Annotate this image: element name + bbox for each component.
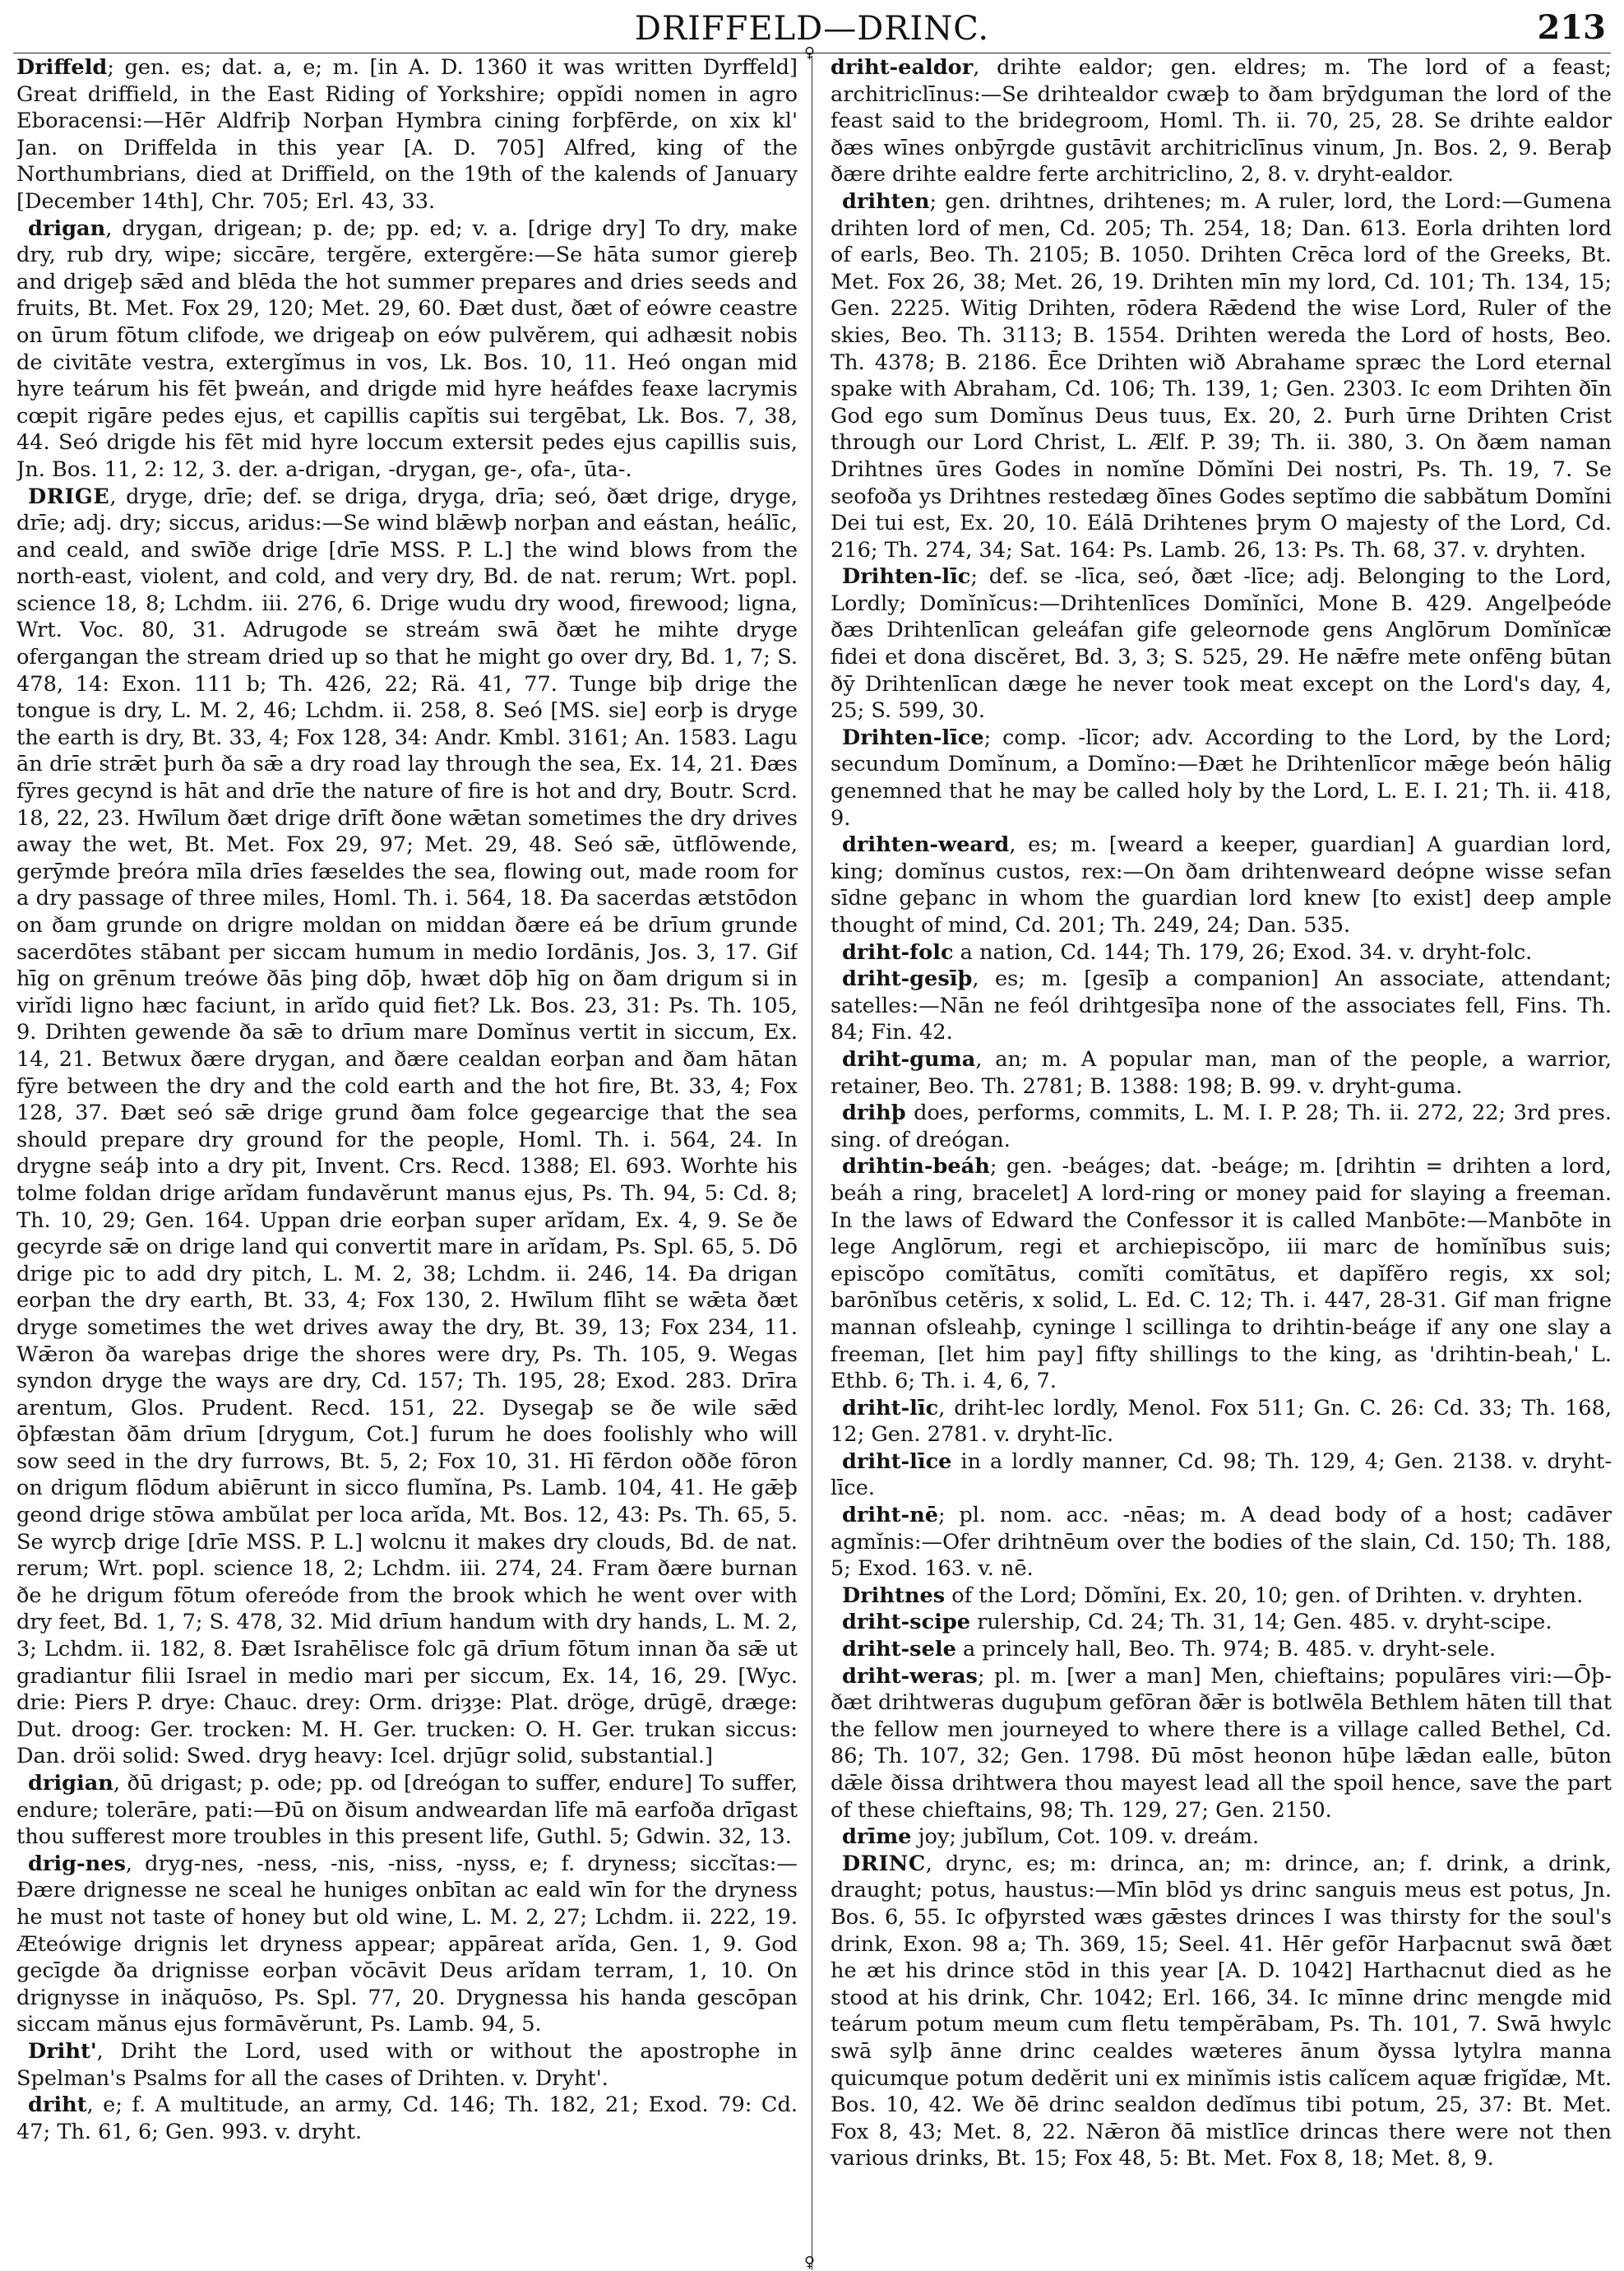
running-head: DRIFFELD—DRINC. — [634, 10, 990, 48]
right-column — [831, 54, 1612, 2259]
entry-headword: driht-gesīþ — [842, 966, 973, 992]
dictionary-entry — [831, 1636, 1612, 1663]
dictionary-entry — [831, 1046, 1612, 1100]
entry-headword: driht-sele — [842, 1637, 956, 1662]
dictionary-entry — [831, 939, 1612, 966]
entry-text: , driht-lec lordly, Menol. Fox 511; Gn. C. 26: Cd. 33; Th. 168, 12; Gen. 2781. v. dryht-līc. — [831, 1395, 1612, 1448]
entry-headword: Driht' — [28, 2038, 97, 2064]
entry-text: ; gen. es; dat. a, e; m. [in A. D. 1360 it was written Dyrffeld] Great driffield, in the East Riding of Yorkshire; oppĭdi nomen in agro Eboracensi:—Hēr Aldfriþ Norþan Hymbra cining forþfērde, on xix kl' Jan. on Driffelda in this year [A. D. 705] Alfred, king of the Northumbrians, died at Driffield, on the 19th of the kalends of January [December 14th], Chr. 705; Erl. 43, 33. — [16, 55, 798, 214]
dictionary-entry — [831, 54, 1612, 188]
dictionary-entry — [831, 725, 1612, 832]
dictionary-entry — [831, 1448, 1612, 1502]
dictionary-entry — [831, 1153, 1612, 1394]
dictionary-entry — [831, 1395, 1612, 1448]
left-column — [16, 54, 798, 2259]
entry-headword: driht-ealdor — [831, 55, 974, 80]
dictionary-entry — [16, 1770, 798, 1851]
dictionary-entry — [831, 1609, 1612, 1636]
entry-text: of the Lord; Dŏmĭni, Ex. 20, 10; gen. of Drihten. v. dryhten. — [945, 1583, 1584, 1608]
entry-headword: driht-folc — [842, 939, 954, 965]
entry-text: a nation, Cd. 144; Th. 179, 26; Exod. 34. v. dryht-folc. — [953, 939, 1533, 965]
entry-headword: DRINC — [842, 1851, 926, 1876]
dictionary-entry — [16, 484, 798, 1771]
dictionary-entry — [831, 1824, 1612, 1851]
entry-headword: drihten — [842, 188, 930, 214]
page-number: 213 — [1537, 8, 1606, 47]
entry-text: ; gen. -beáges; dat. -beáge; m. [drihtin = drihten a lord, beáh a ring, bracelet] A lord-ring or money paid for slaying a freeman. In the laws of Edward the Confessor it is called Manbōte:—Manbōte in lege Anglōrum, regi et archiepiscŏpo, iii marc de homĭnĭbus suis; episcŏpo comĭtātus, comĭti comĭtātus, et dapĭfĕro regis, xx sol; barōnĭbus cetĕris, x solid, L. Ed. C. 12; Th. i. 447, 28-31. Gif man frigne mannan ofsleahþ, cyninge l scillinga to drihtin-beáge if any one slay a freeman, [let him pay] fifty shillings to the king, as 'drihtin-beah,' L. Ethb. 6; Th. i. 4, 6, 7. — [831, 1154, 1612, 1394]
entry-text: ; gen. drihtnes, drihtenes; m. A ruler, lord, the Lord:—Gumena drihten lord of men, Cd. 205; Th. 254, 18; Dan. 613. Eorla drihten lord of earls, Beo. Th. 2105; B. 1050. Drihten Crēca lord of the Greeks, Bt. Met. Fox 26, 38; Met. 26, 19. Drihten mīn my lord, Cd. 101; Th. 134, 15; Gen. 2225. Witig Drihten, rōdera Rǣdend the wise Lord, Ruler of the skies, Beo. Th. 3113; B. 1554. Drihten wereda the Lord of hosts, Beo. Th. 4378; B. 2186. Ēce Drihten wið Abrahame spræc the Lord eternal spake with Abraham, Cd. 106; Th. 139, 1; Gen. 2303. Ic eom Drihten ðīn God ego sum Domĭnus Deus tuus, Ex. 20, 2. Þurh ūrne Drihten Crist through our Lord Christ, L. Ælf. P. 39; Th. ii. 380, 3. On ðæm naman Drihtnes ūres Godes in nomĭne Dŏmĭni Dei nostri, Ps. Th. 19, 7. Se seofoða ys Drihtnes restedæg ðīnes Godes septĭmo die sabbătum Domĭni Dei tui est, Ex. 20, 10. Eálā Drihtenes þrym O majesty of the Lord, Cd. 216; Th. 274, 34; Sat. 164: Ps. Lamb. 26, 13: Ps. Th. 68, 37. v. dryhten. — [831, 188, 1612, 563]
entry-text: , drygan, drigean; p. de; pp. ed; v. a. [drige dry] To dry, make dry, rub dry, wipe; siccāre, tergĕre, extergĕre:—Se hāta sumor giereþ and drigeþ sǣd and blēda the hot summer prepares and dries seeds and fruits, Bt. Met. Fox 29, 120; Met. 29, 60. Ðæt dust, ðæt of eówre ceastre on ūrum fōtum clifode, we drigeaþ on eów pulvĕrem, qui adhæsit nobis de civitāte vestra, extergĭmus in vos, Lk. Bos. 10, 11. Heó ongan mid hyre teárum his fēt þweán, and drigde mid hyre heáfdes feaxe lacrymis cœpit rigāre pedes ejus, et capillis capĭtis sui tergēbat, Lk. Bos. 7, 38, 44. Seó drigde his fēt mid hyre loccum extersit pedes ejus capillis suis, Jn. Bos. 11, 2: 12, 3. der. a-drigan, -drygan, ge-, ofa-, ūta-. — [16, 216, 798, 482]
dictionary-entry — [831, 832, 1612, 939]
entry-headword: drigian — [28, 1771, 113, 1796]
entry-text: , e; f. A multitude, an army, Cd. 146; Th. 182, 21; Exod. 79: Cd. 47; Th. 61, 6; Gen. 993. v. dryht. — [16, 2093, 798, 2144]
entry-text: , drync, es; m: drinca, an; m: drince, an; f. drink, a drink, draught; potus, haustus:—Mīn blōd ys drinc sanguis meus est potus, Jn. Bos. 6, 55. Ic ofþyrsted wæs gǣstes drinces I was thirsty for the soul's drink, Exon. 98 a; Th. 369, 15; Seel. 41. Hēr gefōr Harþacnut swā ðæt he æt his drince stōd in this year [A. D. 1042] Harthacnut died as he stood at his drink, Chr. 1042; Erl. 166, 34. Ic mīnne drinc mengde mid teárum potum meum cum fletu tempĕrābam, Ps. Th. 101, 7. Swā hwylc swā sylþ ānne drinc cealdes wæteres ānum ðyssa lytylra manna quicumque potum dedĕrit uni ex minĭmis istis calĭcem aquæ frigĭdæ, Mt. Bos. 10, 42. We ðē drinc sealdon dedĭmus tibi potum, 25, 37: Bt. Met. Fox 8, 43; Met. 8, 22. Nǣron ðā mistlīce drincas there were not then various drinks, Bt. 15; Fox 48, 5: Bt. Met. Fox 8, 18; Met. 8, 9. — [831, 1851, 1612, 2171]
entry-headword: drihþ — [842, 1101, 906, 1126]
entry-text: ; pl. m. [wer a man] Men, chieftains; populāres viri:—Ōþ-ðæt drihtweras duguþum gefōran ðǣr is botlwēla Bethlem hāten till that the fellow men journeyed to where there is a village called Bethel, Cd. 86; Th. 107, 32; Gen. 1798. Ðū mōst heonon hūþe lǣdan ealle, būton dǣle ðissa drihtwera thou mayest lead all the spoil hence, save the part of these chieftains, 98; Th. 129, 27; Gen. 2150. — [831, 1663, 1612, 1823]
dictionary-entry — [831, 1663, 1612, 1824]
entry-text: , an; m. A popular man, man of the people, a warrior, retainer, Beo. Th. 2781; B. 1388: 198; B. 99. v. dryht-guma. — [831, 1046, 1612, 1099]
entry-text: in a lordly manner, Cd. 98; Th. 129, 4; Gen. 2138. v. dryht-līce. — [831, 1448, 1612, 1501]
entry-headword: driht-līce — [842, 1448, 952, 1474]
entry-text: a princely hall, Beo. Th. 974; B. 485. v. dryht-sele. — [955, 1637, 1497, 1662]
dictionary-entry — [16, 1851, 798, 2038]
page-header — [0, 5, 1624, 49]
dictionary-entry — [16, 216, 798, 484]
entry-headword: driht-guma — [842, 1046, 976, 1072]
entry-text: does, performs, commits, L. M. I. P. 28; Th. ii. 272, 22; 3rd pres. sing. of dreógan. — [831, 1101, 1612, 1152]
entry-headword: drīme — [842, 1824, 912, 1850]
entry-headword: Drihtnes — [842, 1583, 946, 1608]
dictionary-entry — [831, 563, 1612, 725]
entry-headword: Driffeld — [16, 55, 108, 80]
entry-headword: drig-nes — [28, 1851, 126, 1876]
entry-text: ; def. se -līca, seó, ðæt -līce; adj. Belonging to the Lord, Lordly; Domĭnĭcus:—Drihtenlīces Domĭnĭci, Mone B. 429. Angelþeóde ðæs Drihtenlīcan geleáfan gife geleornode gens Anglōrum Domĭnĭcæ fidei et dona discĕret, Bd. 3, 3; S. 525, 29. He nǣfre mete onfēng būtan ðȳ Drihtenlīcan dæge he never took meat except on the Lord's day, 4, 25; S. 599, 30. — [831, 564, 1612, 724]
entry-text: ; comp. -līcor; adv. According to the Lord, by the Lord; secundum Domĭnum, a Domĭno:—Ðæt he Drihtenlīcor mǣge beón hālig genemned that he may be called holy by the Lord, L. E. I. 21; Th. ii. 418, 9. — [831, 725, 1612, 831]
entry-headword: Drihten-līce — [842, 725, 984, 750]
dictionary-entry — [16, 2038, 798, 2092]
entry-headword: drigan — [28, 216, 106, 241]
entry-text: , drihte ealdor; gen. eldres; m. The lord of a feast; architriclīnus:—Se drihtealdor cwæþ to ðam brȳdguman the lord of the feast said to the bridegroom, Homl. Th. ii. 70, 25, 28. Se drihte ealdor ðæs wīnes onbȳrgde gustāvit architriclīnus vinum, Jn. Bos. 2, 9. Beraþ ðære drihte ealdre ferte architriclino, 2, 8. v. dryht-ealdor. — [831, 55, 1612, 188]
entry-text: ; pl. nom. acc. -nēas; m. A dead body of a host; cadāver agmĭnis:—Ofer drihtnēum over the bodies of the slain, Cd. 150; Th. 188, 5; Exod. 163. v. nē. — [831, 1503, 1612, 1582]
dictionary-entry — [831, 1851, 1612, 2172]
dictionary-entry — [831, 1100, 1612, 1153]
entry-headword: DRIGE — [28, 484, 110, 509]
entry-headword: Drihten-līc — [842, 564, 971, 590]
entry-text: , dryge, drīe; def. se driga, dryga, drīa; seó, ðæt drige, dryge, drīe; adj. dry; siccus, aridus:—Se wind blǣwþ norþan and eástan, heálīc, and ceald, and swīðe drige [drīe MSS. P. L.] the wind blows from the north-east, violent, and cold, and very dry, Bd. de nat. rerum; Wrt. popl. science 18, 8; Lchdm. iii. 276, 6. Drige wudu dry wood, firewood; ligna, Wrt. Voc. 80, 31. Adrugode se streám swā ðæt he mihte dryge ofergangan the stream dried up so that he might go over dry, Bd. 1, 7; S. 478, 14: Exon. 111 b; Th. 426, 22; Rä. 41, 77. Tunge biþ drige the tongue is dry, L. M. 2, 46; Lchdm. ii. 258, 8. Seó [MS. sie] eorþ is dryge the earth is dry, Bt. 33, 4; Fox 128, 34: Andr. Kmbl. 3161; An. 1583. Lagu ān drīe strǣt þurh ða sǣ a dry road lay through the sea, Ex. 14, 21. Ðæs fȳres gecynd is hāt and drīe the nature of fire is hot and dry, Boutr. Scrd. 18, 22, 23. Hwīlum ðæt drige drīft ðone wǣtan sometimes the dry drives away the wet, Bt. Met. Fox 29, 97; Met. 29, 48. Seó sǣ, ūtflōwende, gerȳmde þreóra mīla drīes fæseldes the sea, flowing out, made room for a dry passage of three miles, Homl. Th. i. 564, 18. Ða sacerdas ætstōdon on ðam grunde on drigre moldan on middan ðære eá be drīum grunde sacerdōtes stābant per siccam humum in medio Iordānis, Jos. 3, 17. Gif hīg on grēnum treówe ðās þing dōþ, hwæt dōþ hīg on ðam drigum si in virĭdi ligno hæc faciunt, in arĭdo quid fiet? Lk. Bos. 23, 31: Ps. Th. 105, 9. Drihten gewende ða sǣ to drīum mare Domĭnus vertit in siccum, Ex. 14, 21. Betwux ðære drygan, and ðære cealdan eorþan and ðam hātan fȳre between the dry and the cold earth and the hot fire, Bt. 33, 4; Fox 128, 37. Ðæt seó sǣ drige grund ðam folce gegearcige that the sea should prepare dry ground for the people, Homl. Th. i. 564, 24. In drygne seáþ into a dry pit, Invent. Crs. Recd. 1388; El. 693. Worhte his tolme foldan drige arĭdam fundavĕrunt manus ejus, Ps. Th. 94, 5: Cd. 8; Th. 10, 29; Gen. 164. Uppan drie eorþan super arĭdam, Ex. 4, 9. Se ðe gecyrde sǣ on drige land qui convertit mare in arĭdam, Ps. Spl. 65, 5. Dō drige pic to add dry pitch, L. M. 2, 38; Lchdm. ii. 246, 14. Ða drigan eorþan the dry earth, Bt. 33, 4; Fox 130, 2. Hwīlum flīht se wǣta ðæt dryge sometimes the wet drives away the dry, Bt. 39, 13; Fox 234, 11. Wǣron ða wareþas drige the shores were dry, Ps. Th. 105, 9. Wegas syndon dryge the ways are dry, Cd. 157; Th. 195, 28; Exod. 283. Drīra arentum, Glos. Prudent. Recd. 151, 22. Dysegaþ se ðe wile sǣd ōþfæstan ðām drīum [drygum, Cot.] furum he does foolishly who will sow seed in the dry furrows, Bt. 5, 2; Fox 10, 31. Hī fērdon oððe fōron on drigum flōdum abiērunt in sicco flumĭna, Ps. Lamb. 104, 41. He gǣþ geond drige stōwa ambŭlat per loca arĭda, Mt. Bos. 12, 43: Ps. Th. 65, 5. Se wyrcþ drige [drīe MSS. P. L.] wolcnu it makes dry clouds, Bd. de nat. rerum; Wrt. popl. science 18, 2; Lchdm. iii. 274, 24. Fram ðære burnan ðe he drigum fōtum ofereóde from the brook which he went over with dry feet, Bd. 1, 7; S. 478, 32. Mid drīum handum with dry hands, L. M. 2, 3; Lchdm. ii. 182, 8. Ðæt Israhēlisce folc gā drīum fōtum innan ða sǣ ut gradiantur filii Israel in medio mari per siccum, Ex. 14, 16, 29. [Wyc. drie: Piers P. drye: Chauc. drey: Orm. driȝȝe: Plat. dröge, drūgē, dræge: Dut. droog: Ger. trocken: M. H. Ger. trucken: O. H. Ger. trukan siccus: Dan. dröi solid: Swed. dryg heavy: Icel. drjūgr solid, substantial.] — [16, 484, 798, 1769]
dictionary-entry — [831, 188, 1612, 563]
entry-headword: driht-weras — [842, 1663, 978, 1689]
entry-headword: drihten-weard — [842, 832, 1010, 858]
entry-headword: driht-scipe — [842, 1610, 971, 1635]
entry-text: joy; jubĭlum, Cot. 109. v. dreám. — [911, 1824, 1260, 1850]
entry-text: , es; m. [weard a keeper, guardian] A guardian lord, king; domĭnus custos, rex:—On ðam drihtenweard deópne wisse sefan sīdne geþanc in whom the guardian lord knew [to exist] deep ample thought of mind, Cd. 201; Th. 249, 24; Dan. 535. — [831, 832, 1612, 938]
entry-headword: driht — [28, 2093, 87, 2118]
dictionary-entry — [831, 966, 1612, 1046]
dictionary-entry — [831, 1583, 1612, 1610]
entry-text: , dryg-nes, -ness, -nis, -niss, -nyss, e; f. dryness; siccĭtas:—Ðære drignesse ne sceal he huniges onbītan ac eald wīn for the dryness he must not taste of honey but old wine, L. M. 2, 27; Lchdm. ii. 222, 19. Æteówige drignis let dryness appear; appāreat arĭda, Gen. 1, 9. God gecīgde ða drignisse eorþan vŏcāvit Deus arĭdam terram, 1, 10. On drignysse in inăquōso, Ps. Spl. 77, 20. Drygnessa his handa gescōpan siccam mănus ejus formāvĕrunt, Ps. Lamb. 94, 5. — [16, 1851, 798, 2037]
entry-headword: driht-nē — [842, 1503, 939, 1528]
divider-ornament-bottom: ♀ — [804, 2254, 816, 2271]
entry-text: rulership, Cd. 24; Th. 31, 14; Gen. 485. v. dryht-scipe. — [970, 1610, 1552, 1635]
entry-text: , ðū drigast; p. ode; pp. od [dreógan to suffer, endure] To suffer, endure; tolerāre, pati:—Ðū on ðisum andweardan līfe mā earfoða drīgast thou sufferest more troubles in this present life, Guthl. 5; Gdwin. 32, 13. — [16, 1771, 798, 1850]
dictionary-entry — [16, 2092, 798, 2145]
entry-headword: drihtin-beáh — [842, 1154, 990, 1180]
entry-text: , es; m. [gesīþ a companion] An associate, attendant; satelles:—Nān ne feól drihtgesīþa none of the associates fell, Fins. Th. 84; Fin. 42. — [831, 966, 1612, 1045]
divider-ornament-top: ♀ — [804, 44, 816, 62]
dictionary-entry — [16, 54, 798, 216]
entry-text: , Driht the Lord, used with or without the apostrophe in Spelman's Psalms for all the cases of Drihten. v. Dryht'. — [16, 2038, 798, 2091]
entry-headword: driht-līc — [842, 1395, 939, 1421]
dictionary-entry — [831, 1502, 1612, 1583]
